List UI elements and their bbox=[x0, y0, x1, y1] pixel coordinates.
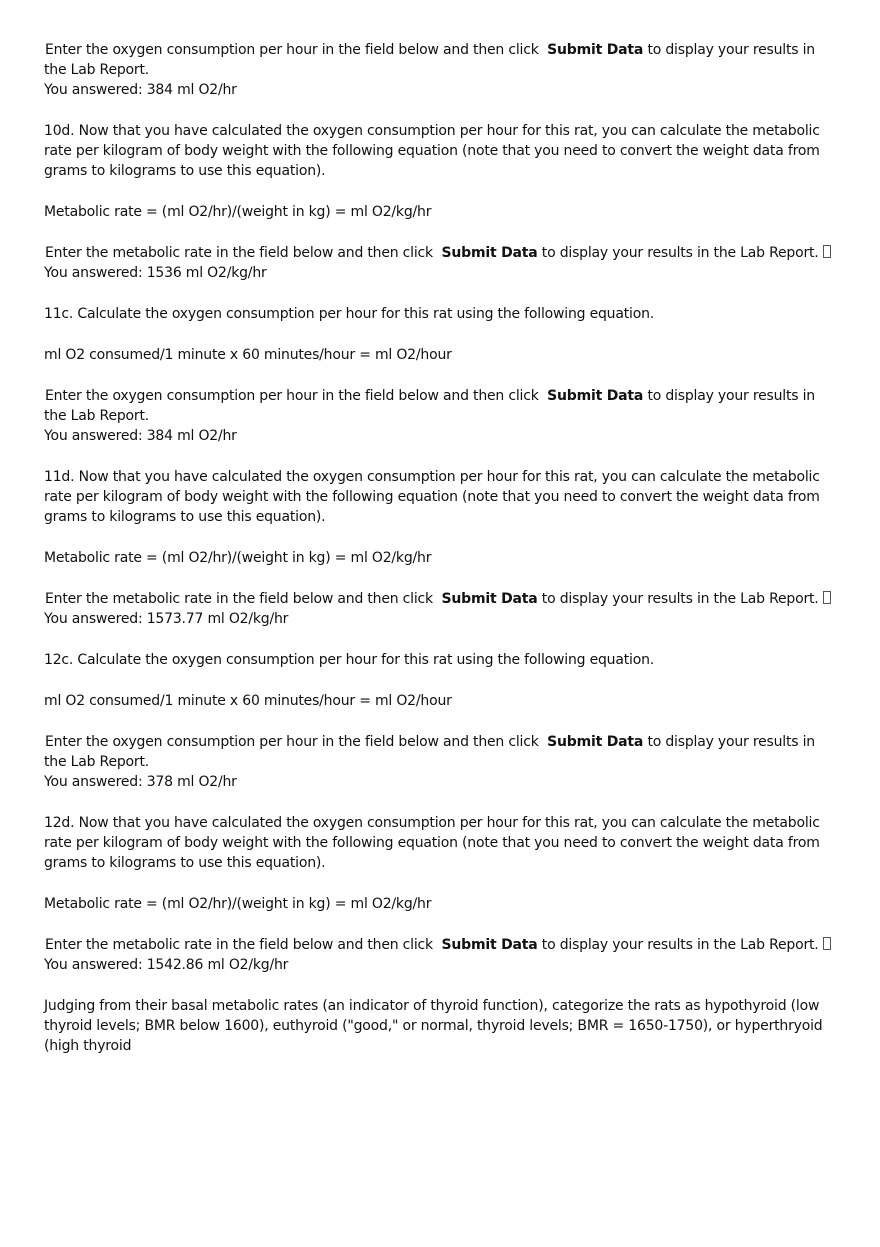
instruction-text-tail: to display your results in the Lab Report. bbox=[541, 245, 819, 261]
answer-text: You answered: 384 ml O2/hr bbox=[44, 428, 237, 444]
paragraph: Metabolic rate = (ml O2/hr)/(weight in kg) = ml O2/kg/hr bbox=[44, 550, 432, 566]
paragraph: 11c. Calculate the oxygen consumption per hour for this rat using the following equation. bbox=[44, 306, 654, 322]
paragraph: ml O2 consumed/1 minute x 60 minutes/hour = ml O2/hour bbox=[44, 347, 452, 363]
instruction-text-tail: to display your results in the Lab Report. bbox=[541, 937, 819, 953]
answer-text: You answered: 1542.86 ml O2/kg/hr bbox=[44, 957, 289, 973]
instruction-text: Enter the metabolic rate in the field below and then click bbox=[45, 937, 433, 953]
answer-text: You answered: 384 ml O2/hr bbox=[44, 82, 237, 98]
answer-text: You answered: 1536 ml O2/kg/hr bbox=[44, 265, 267, 281]
paragraph: Metabolic rate = (ml O2/hr)/(weight in kg) = ml O2/kg/hr bbox=[44, 204, 432, 220]
submit-instruction bbox=[44, 386, 834, 446]
instruction-text: Enter the metabolic rate in the field below and then click bbox=[45, 245, 433, 261]
instruction-text-tail: to display your results in the Lab Report. bbox=[44, 42, 815, 78]
document-body bbox=[44, 40, 834, 1056]
paragraph: 12d. Now that you have calculated the oxygen consumption per hour for this rat, you can calculate the metabolic rate per kilogram of body weight with the following equation (note that you need to convert the weight data from grams to kilograms to use this equation). bbox=[44, 815, 820, 871]
instruction-text: Enter the oxygen consumption per hour in the field below and then click bbox=[45, 734, 539, 750]
paragraph: 12c. Calculate the oxygen consumption per hour for this rat using the following equation. bbox=[44, 652, 654, 668]
submit-instruction bbox=[44, 243, 834, 283]
paragraph: ml O2 consumed/1 minute x 60 minutes/hour = ml O2/hour bbox=[44, 693, 452, 709]
instruction-text-tail: to display your results in the Lab Report. bbox=[44, 734, 815, 770]
submit-data-label: Submit Data bbox=[547, 388, 644, 404]
instruction-text-tail: to display your results in the Lab Report. bbox=[541, 591, 819, 607]
missing-glyph-icon bbox=[823, 591, 831, 604]
instruction-text: Enter the oxygen consumption per hour in the field below and then click bbox=[45, 42, 539, 58]
submit-data-label: Submit Data bbox=[547, 42, 644, 58]
submit-instruction bbox=[44, 732, 834, 792]
submit-data-label: Submit Data bbox=[441, 937, 538, 953]
answer-text: You answered: 378 ml O2/hr bbox=[44, 774, 237, 790]
instruction-text-tail: to display your results in the Lab Report. bbox=[44, 388, 815, 424]
instruction-text: Enter the metabolic rate in the field below and then click bbox=[45, 591, 433, 607]
missing-glyph-icon bbox=[823, 245, 831, 258]
submit-instruction bbox=[44, 935, 834, 975]
submit-data-label: Submit Data bbox=[441, 245, 538, 261]
paragraph: 10d. Now that you have calculated the oxygen consumption per hour for this rat, you can calculate the metabolic rate per kilogram of body weight with the following equation (note that you need to convert the weight data from grams to kilograms to use this equation). bbox=[44, 123, 820, 179]
submit-instruction bbox=[44, 40, 834, 100]
instruction-text: Enter the oxygen consumption per hour in the field below and then click bbox=[45, 388, 539, 404]
paragraph: 11d. Now that you have calculated the oxygen consumption per hour for this rat, you can calculate the metabolic rate per kilogram of body weight with the following equation (note that you need to convert the weight data from grams to kilograms to use this equation). bbox=[44, 469, 820, 525]
answer-text: You answered: 1573.77 ml O2/kg/hr bbox=[44, 611, 289, 627]
submit-data-label: Submit Data bbox=[441, 591, 538, 607]
submit-data-label: Submit Data bbox=[547, 734, 644, 750]
submit-instruction bbox=[44, 589, 834, 629]
paragraph: Judging from their basal metabolic rates (an indicator of thyroid function), categorize the rats as hypothyroid (low thyroid levels; BMR below 1600), euthyroid ("good," or normal, thyroid levels; BMR = 1650-1750), or hyperthryoid (high thyroid bbox=[44, 998, 823, 1054]
paragraph: Metabolic rate = (ml O2/hr)/(weight in kg) = ml O2/kg/hr bbox=[44, 896, 432, 912]
missing-glyph-icon bbox=[823, 937, 831, 950]
